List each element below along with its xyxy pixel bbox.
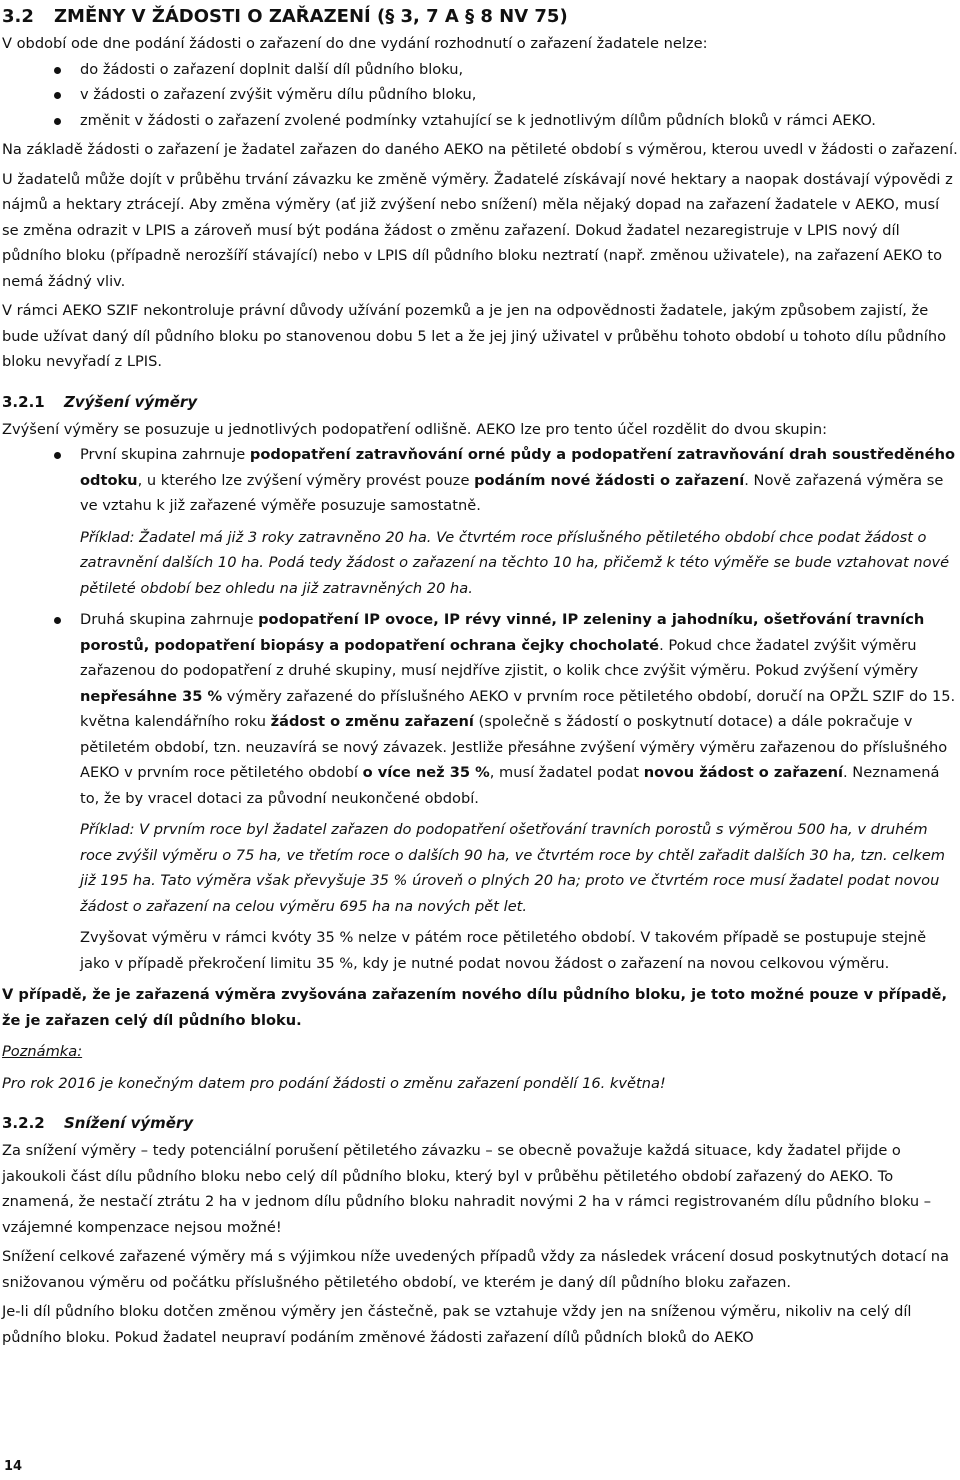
paragraph: Zvýšení výměry se posuzuje u jednotlivých podopatření odlišně. AEKO lze pro tento účel rozdělit do dvou skupin: (2, 420, 828, 438)
paragraph: Je-li díl půdního bloku dotčen změnou výměry jen částečně, pak se vztahuje vždy jen na sníženou výměru, nikoliv na celý díl půdního bloku. Pokud žadatel neupraví podáním změnové žádosti zařazení dílů půdních bloků do AEKO (2, 1303, 912, 1346)
subsection-heading (2, 389, 958, 415)
note-text: Pro rok 2016 je konečným datem pro podání žádosti o změnu zařazení pondělí 16. května! (2, 1074, 666, 1092)
list-item: změnit v žádosti o zařazení zvolené podmínky vztahující se k jednotlivým dílům půdních bloků v rámci AEKO. (2, 108, 958, 134)
note-label: Poznámka: (2, 1043, 83, 1060)
section-heading (2, 0, 958, 31)
subsection-number: 3.2.2 (2, 1114, 45, 1132)
section-number: 3.2 (2, 6, 34, 27)
bullet-icon (54, 452, 61, 459)
group2-text: Druhá skupina zahrnuje podopatření IP ovoce, IP révy vinné, IP zeleniny a jahodníku, ošetřování travních porostů, podopatření biopásy a podopatření ochrana čejky chocholaté. Pokud chce žadatel zvýšit výměru zařazenou do podopatření z druhé skupiny, musí nejdříve zjistit, o kolik chce zvýšit výměru. Pokud zvýšení výměry nepřesáhne 35 % výměry zařazené do příslušného AEKO v prvním roce pětiletého období, doručí na OPŽL SZIF do 15. května kalendářního roku žádost o změnu zařazení (společně s žádostí o poskytnutí dotace) a dále pokračuje v pětiletém období, tzn. neuzavírá se nový závazek. Jestliže přesáhne zvýšení výměry výměru zařazenou do příslušného AEKO v prvním roce pětiletého období o více než 35 %, musí žadatel podat novou žádost o zařazení. Neznamená to, že by vracel dotaci za původní neukončené období. (80, 611, 956, 807)
paragraph: V rámci AEKO SZIF nekontroluje právní důvody užívání pozemků a je jen na odpovědnosti žadatele, jakým způsobem zajistí, že bude užívat daný díl půdního bloku po stanovenou dobu 5 let a že jej jiný uživatel v průběhu tohoto období u tohoto dílu půdního bloku nevyřadí z LPIS. (2, 302, 947, 370)
subsection-title: Snížení výměry (64, 1114, 194, 1132)
document-page (2, 0, 958, 1350)
bold-note: V případě, že je zařazená výměra zvyšována zařazením nového dílu půdního bloku, je toto možné pouze v případě, že je zařazen celý díl půdního bloku. (2, 986, 947, 1029)
subsection-heading (2, 1110, 958, 1136)
subsection-title: Zvýšení výměry (64, 392, 198, 411)
bullet-icon (54, 67, 61, 74)
page-number: 14 (4, 1459, 23, 1474)
list-item: do žádosti o zařazení doplnit další díl půdního bloku, (2, 57, 958, 83)
list-item (2, 607, 958, 976)
paragraph: Za snížení výměry – tedy potenciální porušení pětiletého závazku – se obecně považuje každá situace, kdy žadatel přijde o jakoukoli část dílu půdního bloku nebo celý díl půdního bloku, který byl v průběhu pětiletého období zařazený do AEKO. To znamená, že nestačí ztrátu 2 ha v jednom dílu půdního bloku nahradit novými 2 ha v rámci registrovaném dílu půdního bloku – vzájemné kompenzace nejsou možné! (2, 1142, 932, 1236)
group-list (2, 442, 958, 976)
bullet-icon (54, 92, 61, 99)
list-item (2, 442, 958, 601)
paragraph: Na základě žádosti o zařazení je žadatel zařazen do daného AEKO na pětileté období s výměrou, kterou uvedl v žádosti o zařazení. (2, 141, 958, 158)
paragraph: U žadatelů může dojít v průběhu trvání závazku ke změně výměry. Žadatelé získávají nové hektary a naopak dostávají výpovědi z nájmů a hektary ztrácejí. Aby změna výměry (ať již zvýšení nebo snížení) měla nějaký dopad na zařazení žadatele v AEKO, musí se změna odrazit v LPIS a zároveň musí být podána žádost o změnu zařazení. Dokud žadatel nezaregistruje v LPIS nový díl půdního bloku (případně nerozšíří stávající) nebo v LPIS díl půdního bloku neztratí (např. změnou uživatele), na zařazení AEKO to nemá žádný vliv. (2, 170, 953, 290)
subsection-number: 3.2.1 (2, 392, 45, 411)
section-title: ZMĚNY V ŽÁDOSTI O ZAŘAZENÍ (§ 3, 7 A § 8 NV 75) (54, 6, 568, 27)
paragraph: Snížení celkové zařazené výměry má s výjimkou níže uvedených případů vždy za následek vrácení dosud poskytnutých dotací na snižovanou výměru od počátku příslušného pětiletého období, ve kterém je daný díl půdního bloku zařazen. (2, 1248, 949, 1291)
example-text: Příklad: V prvním roce byl žadatel zařazen do podopatření ošetřování travních porostů s výměrou 500 ha, v druhém roce zvýšil výměru o 75 ha, ve třetím roce o dalších 90 ha, ve čtvrtém roce by chtěl zařadit dalších 30 ha, tzn. celkem již 195 ha. Tato výměra však převyšuje 35 % úroveň o plných 20 ha; proto ve čtvrtém roce musí žadatel podat novou žádost o zařazení na celou výměru 695 ha na nových pět let. (80, 821, 946, 915)
paragraph: Zvyšovat výměru v rámci kvóty 35 % nelze v pátém roce pětiletého období. V takovém případě se postupuje stejně jako v případě překročení limitu 35 %, kdy je nutné podat novou žádost o zařazení na novou celkovou výměru. (80, 929, 927, 972)
intro-bullet-list (2, 57, 958, 134)
list-item: v žádosti o zařazení zvýšit výměru dílu půdního bloku, (2, 82, 958, 108)
intro-paragraph: V období ode dne podání žádosti o zařazení do dne vydání rozhodnutí o zařazení žadatele nelze: (2, 35, 708, 52)
group1-text: První skupina zahrnuje podopatření zatravňování orné půdy a podopatření zatravňování drah soustředěného odtoku, u kterého lze zvýšení výměry provést pouze podáním nové žádosti o zařazení. Nově zařazená výměra se ve vztahu k již zařazené výměře posuzuje samostatně. (80, 446, 955, 514)
bullet-icon (54, 118, 61, 125)
bullet-icon (54, 617, 61, 624)
example-text: Příklad: Žadatel má již 3 roky zatravněno 20 ha. Ve čtvrtém roce příslušného pětiletého období chce podat žádost o zatravnění dalších 10 ha. Podá tedy žádost o zařazení na těchto 10 ha, přičemž k této výměře se bude vztahovat nové pětileté období bez ohledu na již zatravněných 20 ha. (80, 528, 950, 597)
